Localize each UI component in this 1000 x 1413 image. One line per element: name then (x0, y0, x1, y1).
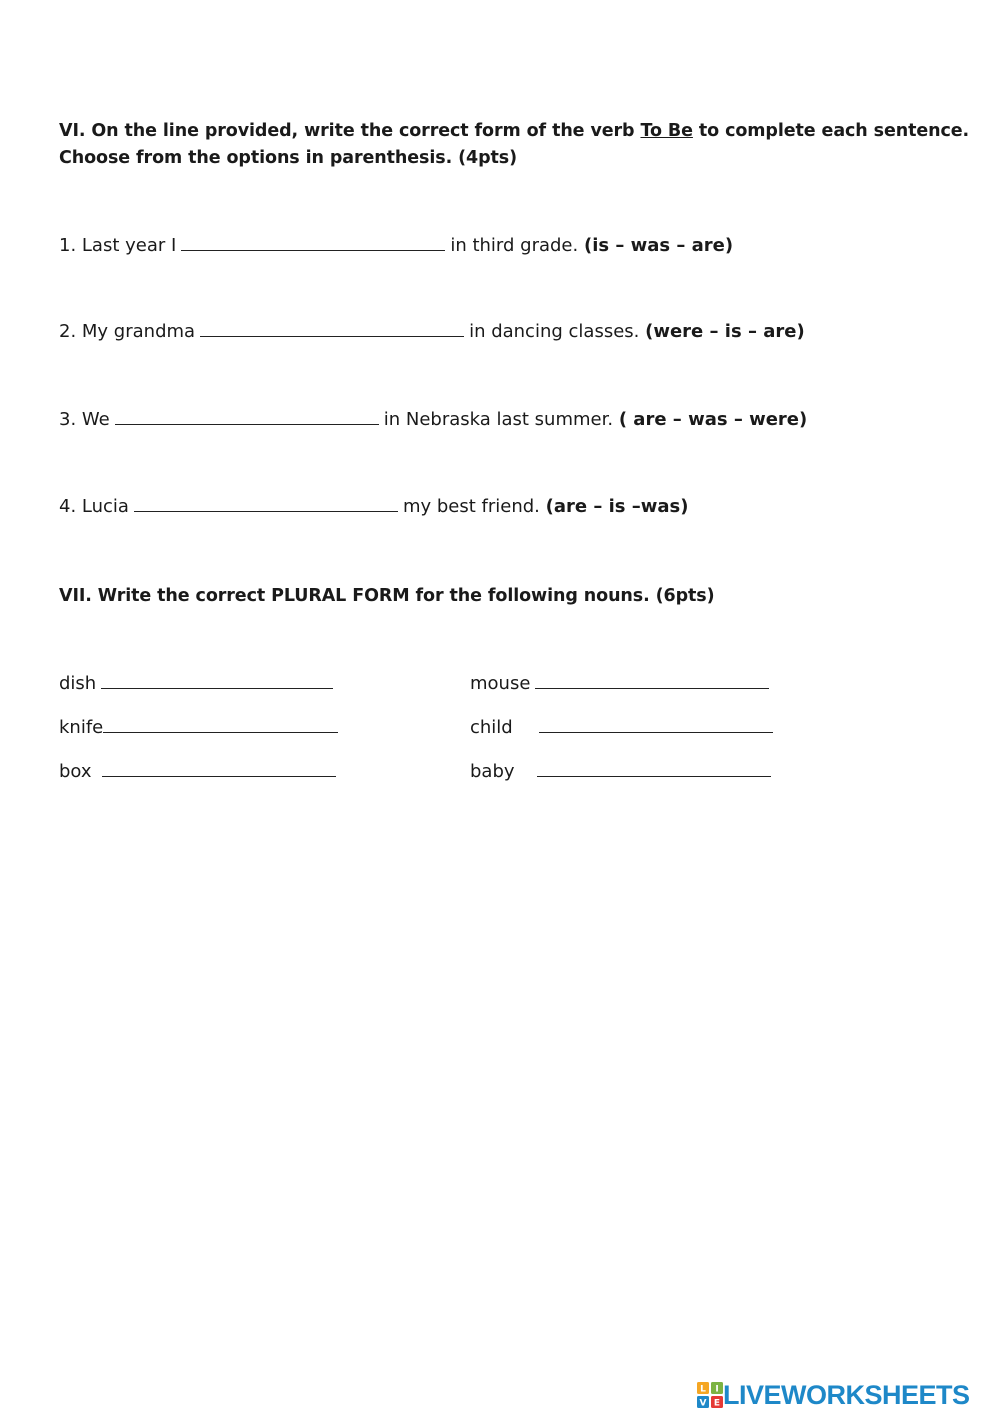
sentence-1 (59, 235, 733, 256)
plural-blank-mouse[interactable] (535, 687, 769, 689)
sentence-1-options: (is – was – are) (583, 235, 734, 256)
noun-mouse (470, 673, 774, 694)
answer-blank-1[interactable] (181, 249, 445, 251)
noun-knife (59, 717, 343, 738)
sentence-1-end: in third grade. (450, 235, 579, 256)
logo-text: LIVEWORKSHEETS (723, 1379, 970, 1410)
section-6-heading-line2: Choose from the options in parenthesis. (4pts) (59, 148, 517, 168)
noun-dish (59, 673, 338, 694)
answer-blank-3[interactable] (115, 423, 379, 425)
sentence-4-options: (are – is –was) (545, 496, 689, 517)
noun-label: baby (470, 761, 515, 782)
sentence-4-start: 4. Lucia (59, 496, 129, 517)
liveworksheets-logo (697, 1378, 970, 1412)
noun-label: dish (59, 673, 97, 694)
plural-blank-knife[interactable] (103, 731, 338, 733)
section-7-heading: VII. Write the correct PLURAL FORM for the following nouns. (6pts) (59, 586, 715, 606)
noun-child (470, 717, 778, 738)
svg-text:I: I (715, 1384, 719, 1395)
answer-blank-4[interactable] (134, 510, 398, 512)
sentence-3-end: in Nebraska last summer. (383, 409, 614, 430)
plural-blank-box[interactable] (102, 775, 336, 777)
plural-blank-baby[interactable] (537, 775, 771, 777)
sentence-2-end: in dancing classes. (469, 321, 640, 342)
heading-underlined-text: To Be (640, 121, 693, 141)
noun-baby (470, 761, 776, 782)
noun-box (59, 761, 341, 782)
sentence-3-options: ( are – was – were) (618, 409, 808, 430)
svg-text:L: L (700, 1384, 706, 1395)
svg-text:V: V (699, 1398, 707, 1408)
answer-blank-2[interactable] (200, 335, 464, 337)
plural-blank-child[interactable] (539, 731, 773, 733)
sentence-4-end: my best friend. (402, 496, 540, 517)
sentence-3 (59, 409, 807, 430)
heading-text: VI. On the line provided, write the correct form of the verb (59, 121, 641, 141)
heading-text-end: to complete each sentence. (692, 121, 970, 141)
noun-label: mouse (470, 673, 531, 694)
noun-label: child (470, 717, 513, 738)
plural-blank-dish[interactable] (101, 687, 333, 689)
liveworksheets-logo-icon (697, 1382, 723, 1408)
sentence-4 (59, 496, 688, 517)
sentence-1-start: 1. Last year I (59, 235, 177, 256)
section-6-heading (59, 121, 969, 141)
noun-label: box (59, 761, 92, 782)
sentence-2 (59, 321, 805, 342)
sentence-2-start: 2. My grandma (59, 321, 196, 342)
sentence-3-start: 3. We (59, 409, 110, 430)
svg-text:E: E (713, 1398, 721, 1408)
sentence-2-options: (were – is – are) (645, 321, 805, 342)
noun-label: knife (59, 717, 104, 738)
